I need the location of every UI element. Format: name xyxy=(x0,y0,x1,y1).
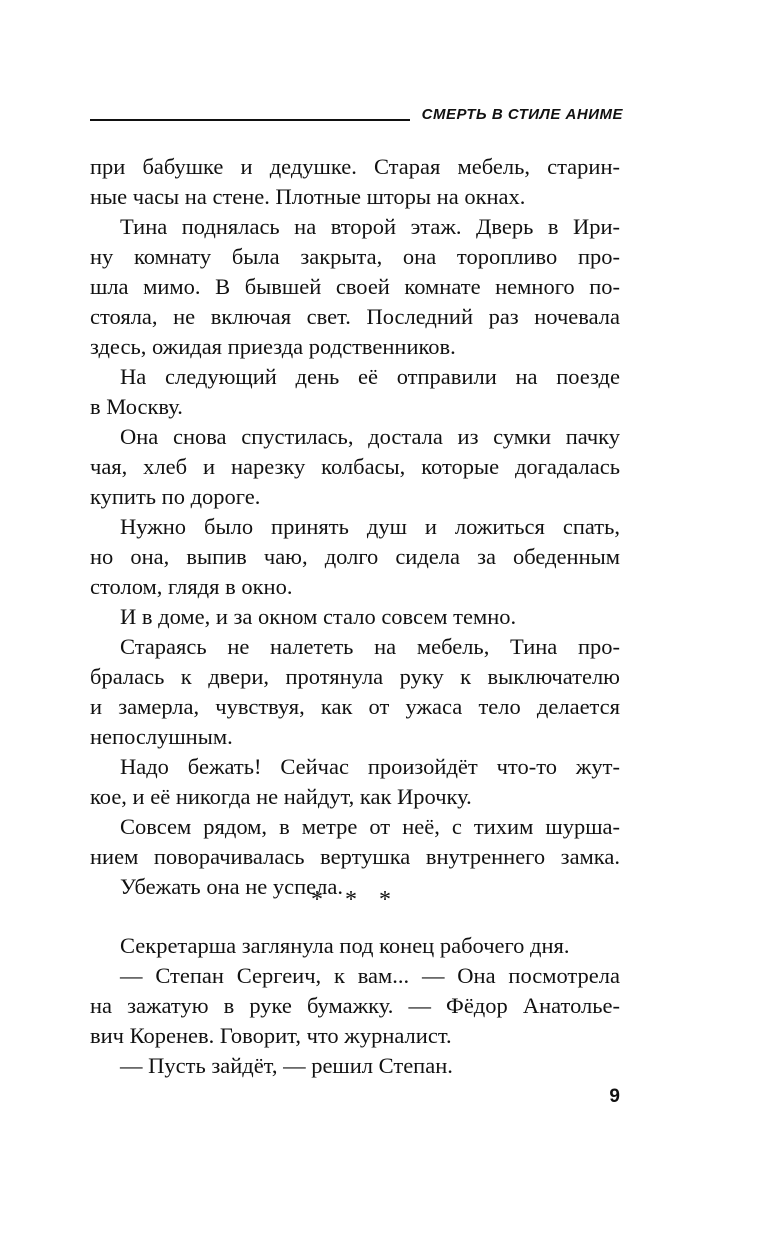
text-line: шла мимо. В бывшей своей комнате немного по- xyxy=(90,274,620,299)
text-line: и замерла, чувствуя, как от ужаса тело делается xyxy=(90,694,620,719)
text-line: Убежать она не успела. xyxy=(120,874,343,899)
text-line: Стараясь не налететь на мебель, Тина про- xyxy=(120,634,620,659)
text-line: На следующий день её отправили на поезде xyxy=(120,364,620,389)
text-line: чая, хлеб и нарезку колбасы, которые догадалась xyxy=(90,454,620,479)
text-line: Тина поднялась на второй этаж. Дверь в Ири- xyxy=(120,214,620,239)
text-line: — Пусть зайдёт, — решил Степан. xyxy=(120,1053,453,1078)
text-line: Надо бежать! Сейчас произойдёт что-то жут- xyxy=(120,754,620,779)
text-line: при бабушке и дедушке. Старая мебель, старин- xyxy=(90,154,620,179)
text-line: здесь, ожидая приезда родственников. xyxy=(90,334,456,359)
text-line: Совсем рядом, в метре от неё, с тихим шурша- xyxy=(120,814,620,839)
text-line: стояла, не включая свет. Последний раз ночевала xyxy=(90,304,620,329)
section-separator: * * * xyxy=(311,887,399,913)
text-line: вич Коренев. Говорит, что журналист. xyxy=(90,1023,452,1048)
text-line: непослушным. xyxy=(90,724,233,749)
header-rule xyxy=(90,119,410,121)
page-number: 9 xyxy=(609,1086,620,1107)
text-line: нием поворачивалась вертушка внутреннего замка. xyxy=(90,844,620,869)
text-line: но она, выпив чаю, долго сидела за обеденным xyxy=(90,544,620,569)
text-line: Секретарша заглянула под конец рабочего дня. xyxy=(120,933,570,958)
body-text-bottom xyxy=(90,931,620,1081)
text-line: на зажатую в руке бумажку. — Фёдор Анатолье- xyxy=(90,993,620,1018)
running-title: СМЕРТЬ В СТИЛЕ АНИМЕ xyxy=(421,106,623,123)
text-line: — Степан Сергеич, к вам... — Она посмотрела xyxy=(120,963,620,988)
text-line: в Москву. xyxy=(90,394,183,419)
text-line: ные часы на стене. Плотные шторы на окнах. xyxy=(90,184,526,209)
text-line: Нужно было принять душ и ложиться спать, xyxy=(120,514,620,539)
text-line: купить по дороге. xyxy=(90,484,261,509)
text-line: бралась к двери, протянула руку к выключателю xyxy=(90,664,620,689)
text-line: кое, и её никогда не найдут, как Ирочку. xyxy=(90,784,472,809)
text-line: ну комнату была закрыта, она торопливо про- xyxy=(90,244,620,269)
text-line: Она снова спустилась, достала из сумки пачку xyxy=(120,424,620,449)
text-line: И в доме, и за окном стало совсем темно. xyxy=(120,604,517,629)
body-text-top xyxy=(90,152,620,902)
text-line: столом, глядя в окно. xyxy=(90,574,293,599)
